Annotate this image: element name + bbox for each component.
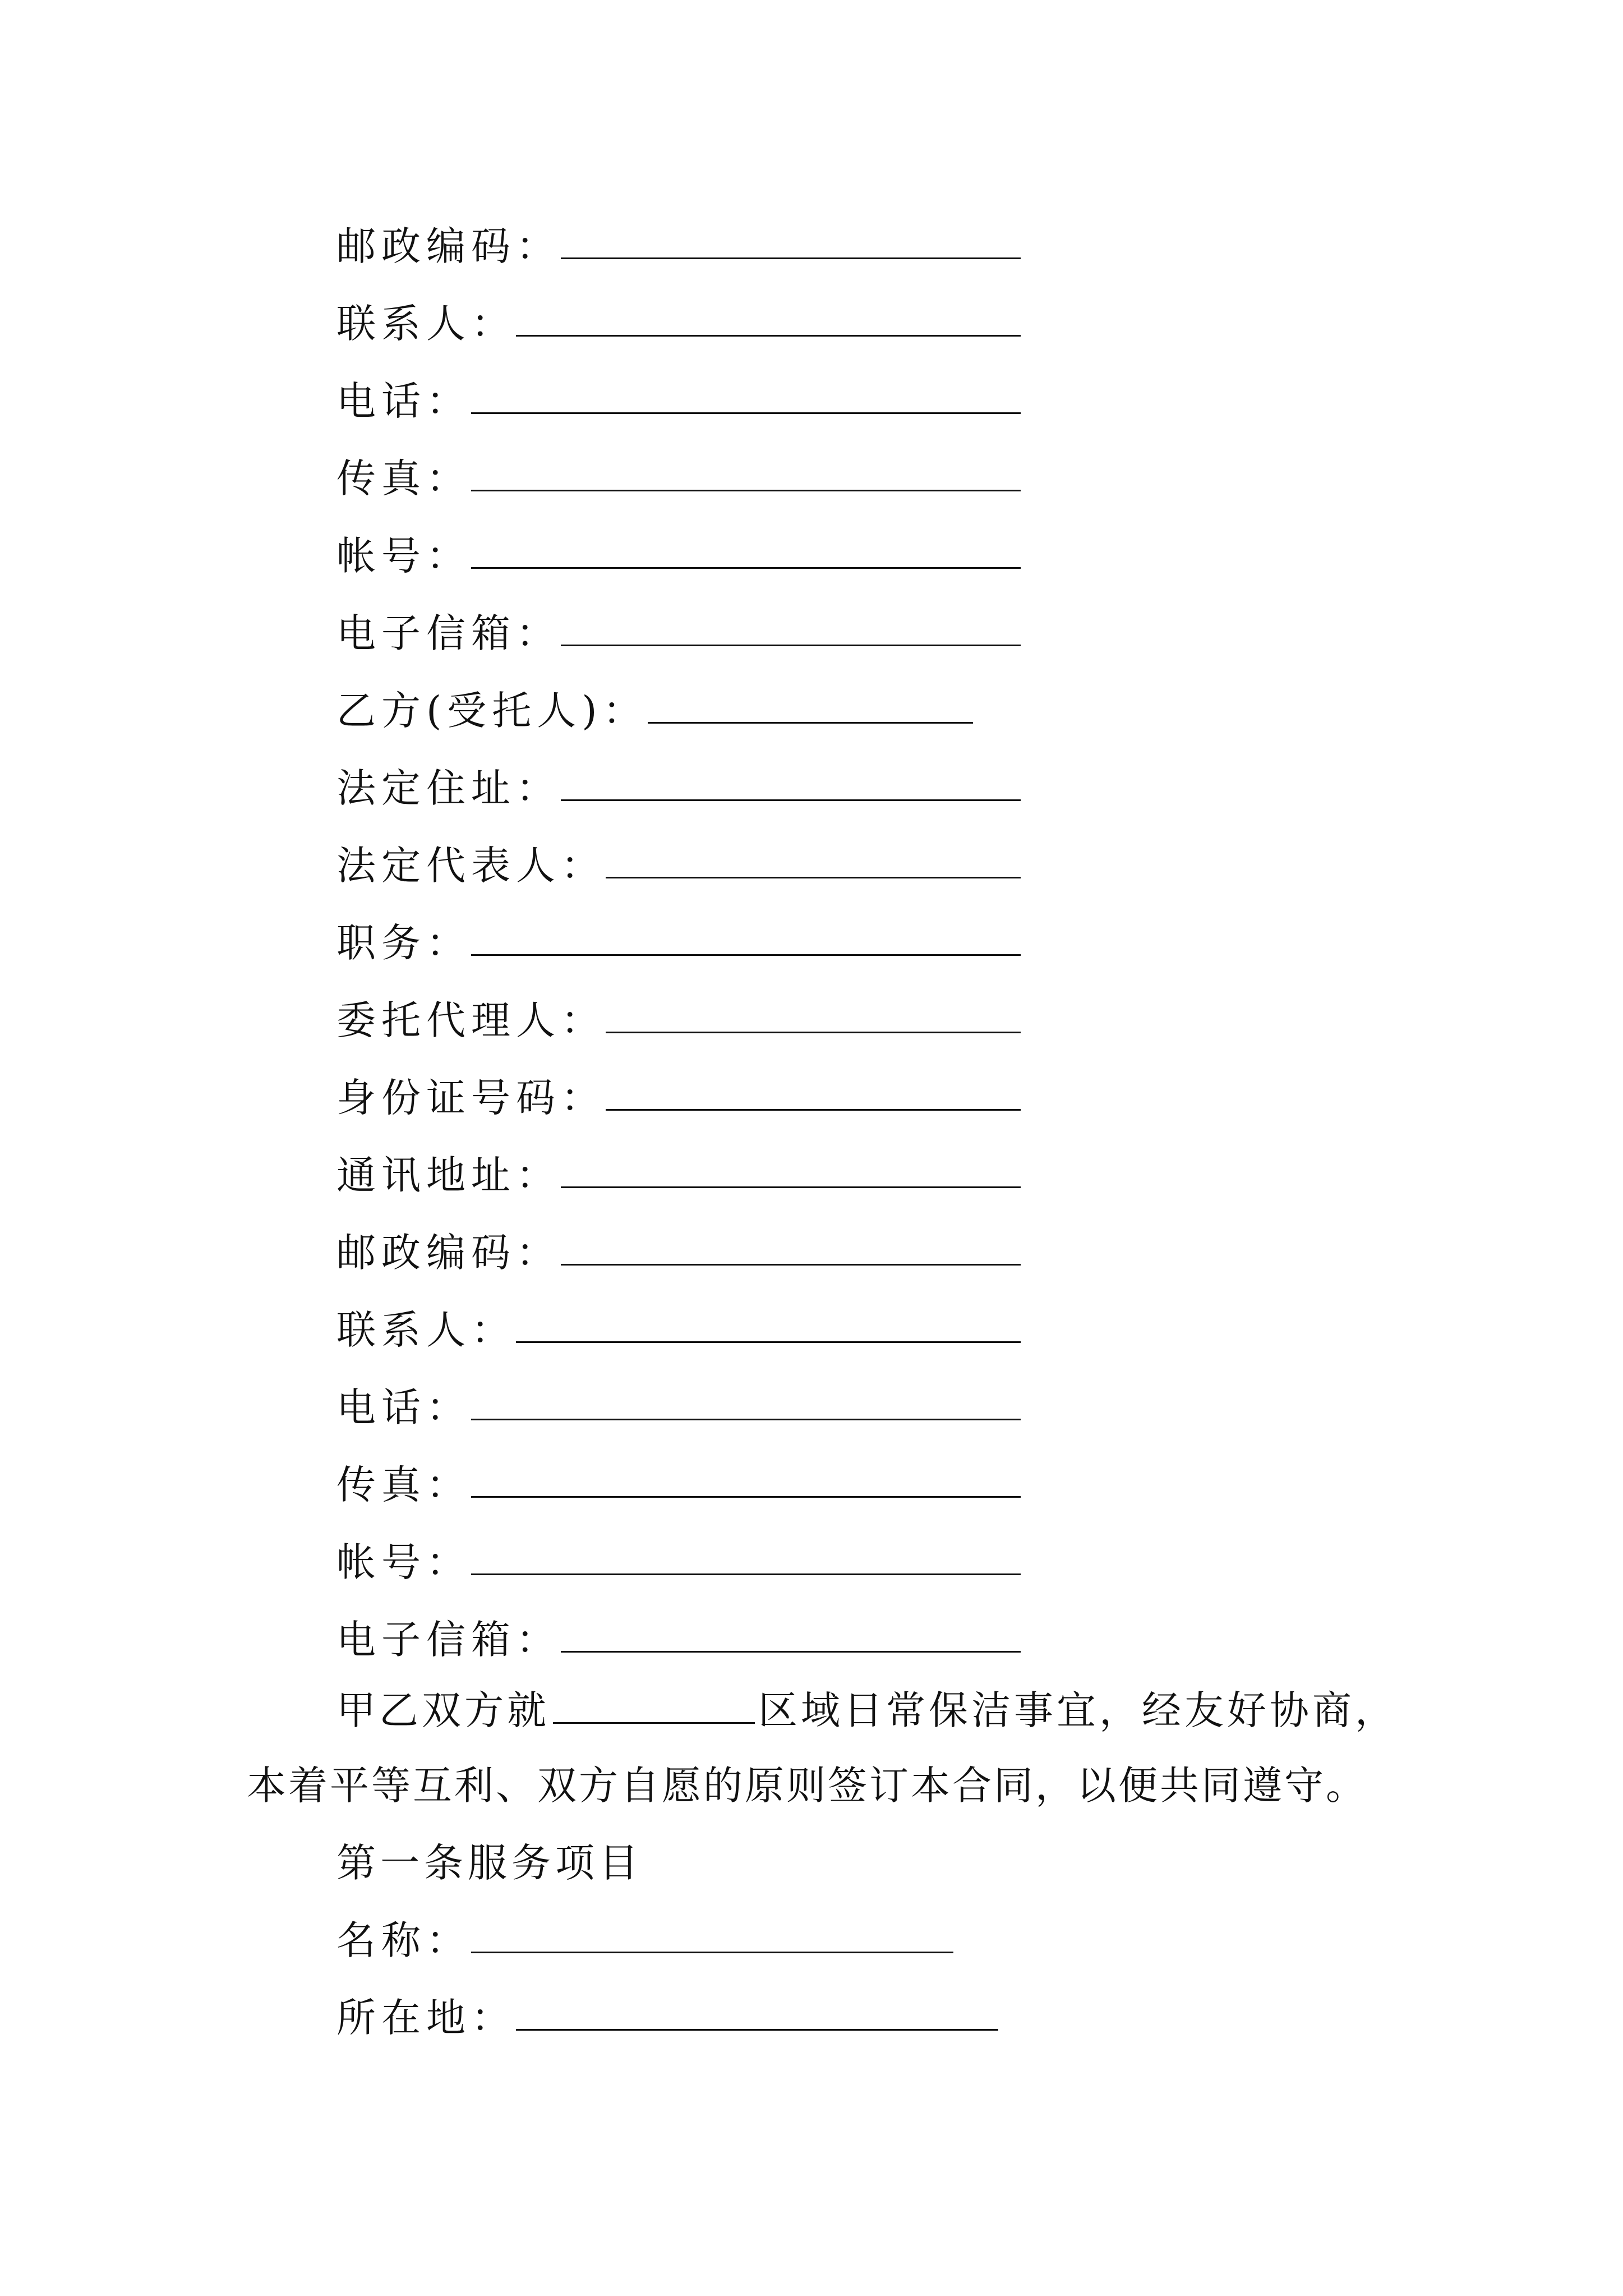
s1-location-blank[interactable] bbox=[516, 2029, 998, 2031]
b-postcode-label: 邮政编码： bbox=[336, 1230, 561, 1276]
paragraph-line-2 bbox=[247, 1763, 1367, 1809]
b-email-row bbox=[336, 1601, 1021, 1663]
b-postcode-row bbox=[336, 1214, 1021, 1276]
b-phone-label: 电话： bbox=[336, 1384, 471, 1430]
a-email-label: 电子信箱： bbox=[336, 610, 561, 656]
b-account-label: 帐号： bbox=[336, 1539, 471, 1585]
b-position-blank[interactable] bbox=[471, 954, 1021, 956]
b-agent-blank[interactable] bbox=[606, 1032, 1021, 1033]
b-fax-label: 传真： bbox=[336, 1462, 471, 1508]
a-account-label: 帐号： bbox=[336, 533, 471, 579]
s1-name-label: 名称： bbox=[336, 1917, 471, 1963]
b-address-label: 法定住址： bbox=[336, 765, 561, 811]
a-account-blank[interactable] bbox=[471, 567, 1021, 569]
b-account-blank[interactable] bbox=[471, 1573, 1021, 1575]
b-id-row bbox=[336, 1059, 1021, 1121]
b-legal-rep-row bbox=[336, 827, 1021, 889]
region-blank[interactable] bbox=[553, 1688, 755, 1724]
a-contact-blank[interactable] bbox=[516, 335, 1021, 337]
b-position-row bbox=[336, 904, 1021, 966]
b-mail-address-row bbox=[336, 1137, 1021, 1198]
b-phone-blank[interactable] bbox=[471, 1419, 1021, 1420]
a-phone-blank[interactable] bbox=[471, 412, 1021, 414]
a-fax-blank[interactable] bbox=[471, 490, 1021, 491]
a-fax-label: 传真： bbox=[336, 455, 471, 501]
a-postcode-label: 邮政编码： bbox=[336, 223, 561, 269]
s1-location-label: 所在地： bbox=[336, 1995, 516, 2041]
b-legal-rep-blank[interactable] bbox=[606, 877, 1021, 878]
a-contact-row bbox=[336, 285, 1021, 347]
b-title-label: 乙方(受托人)： bbox=[336, 688, 648, 734]
b-address-row bbox=[336, 749, 1021, 811]
b-account-row bbox=[336, 1524, 1021, 1585]
a-postcode-blank[interactable] bbox=[561, 257, 1021, 259]
a-phone-row bbox=[336, 362, 1021, 424]
b-name-blank[interactable] bbox=[648, 722, 973, 724]
a-account-row bbox=[336, 517, 1021, 579]
b-contact-row bbox=[336, 1291, 1021, 1353]
s1-name-blank[interactable] bbox=[471, 1952, 953, 1953]
b-position-label: 职务： bbox=[336, 920, 471, 966]
b-id-blank[interactable] bbox=[606, 1109, 1021, 1111]
b-address-blank[interactable] bbox=[561, 799, 1021, 801]
section1-title bbox=[336, 1840, 643, 1886]
b-legal-rep-label: 法定代表人： bbox=[336, 843, 606, 889]
a-email-blank[interactable] bbox=[561, 645, 1021, 646]
s1-location-row bbox=[336, 1979, 998, 2041]
b-fax-row bbox=[336, 1446, 1021, 1508]
a-phone-label: 电话： bbox=[336, 378, 471, 424]
b-email-blank[interactable] bbox=[561, 1651, 1021, 1653]
s1-name-row bbox=[336, 1902, 953, 1963]
a-contact-label: 联系人： bbox=[336, 301, 516, 347]
b-mail-address-blank[interactable] bbox=[561, 1186, 1021, 1188]
b-fax-blank[interactable] bbox=[471, 1496, 1021, 1498]
b-mail-address-label: 通讯地址： bbox=[336, 1152, 561, 1198]
b-postcode-blank[interactable] bbox=[561, 1264, 1021, 1266]
b-title-row bbox=[336, 672, 973, 734]
paragraph-part1: 甲乙双方就 bbox=[336, 1687, 550, 1733]
b-email-label: 电子信箱： bbox=[336, 1617, 561, 1663]
b-contact-blank[interactable] bbox=[516, 1341, 1021, 1343]
paragraph-line-1 bbox=[336, 1687, 1398, 1733]
paragraph-part2: 区域日常保洁事宜，经友好协商， bbox=[758, 1687, 1398, 1733]
a-fax-row bbox=[336, 440, 1021, 501]
b-id-label: 身份证号码： bbox=[336, 1075, 606, 1121]
b-phone-row bbox=[336, 1369, 1021, 1430]
section1-title-text: 第一条服务项目 bbox=[336, 1840, 643, 1886]
b-contact-label: 联系人： bbox=[336, 1307, 516, 1353]
b-agent-row bbox=[336, 982, 1021, 1043]
b-agent-label: 委托代理人： bbox=[336, 997, 606, 1043]
paragraph-line2-text: 本着平等互利、双方自愿的原则签订本合同，以便共同遵守。 bbox=[247, 1763, 1367, 1809]
a-email-row bbox=[336, 595, 1021, 656]
a-postcode-row bbox=[336, 208, 1021, 269]
